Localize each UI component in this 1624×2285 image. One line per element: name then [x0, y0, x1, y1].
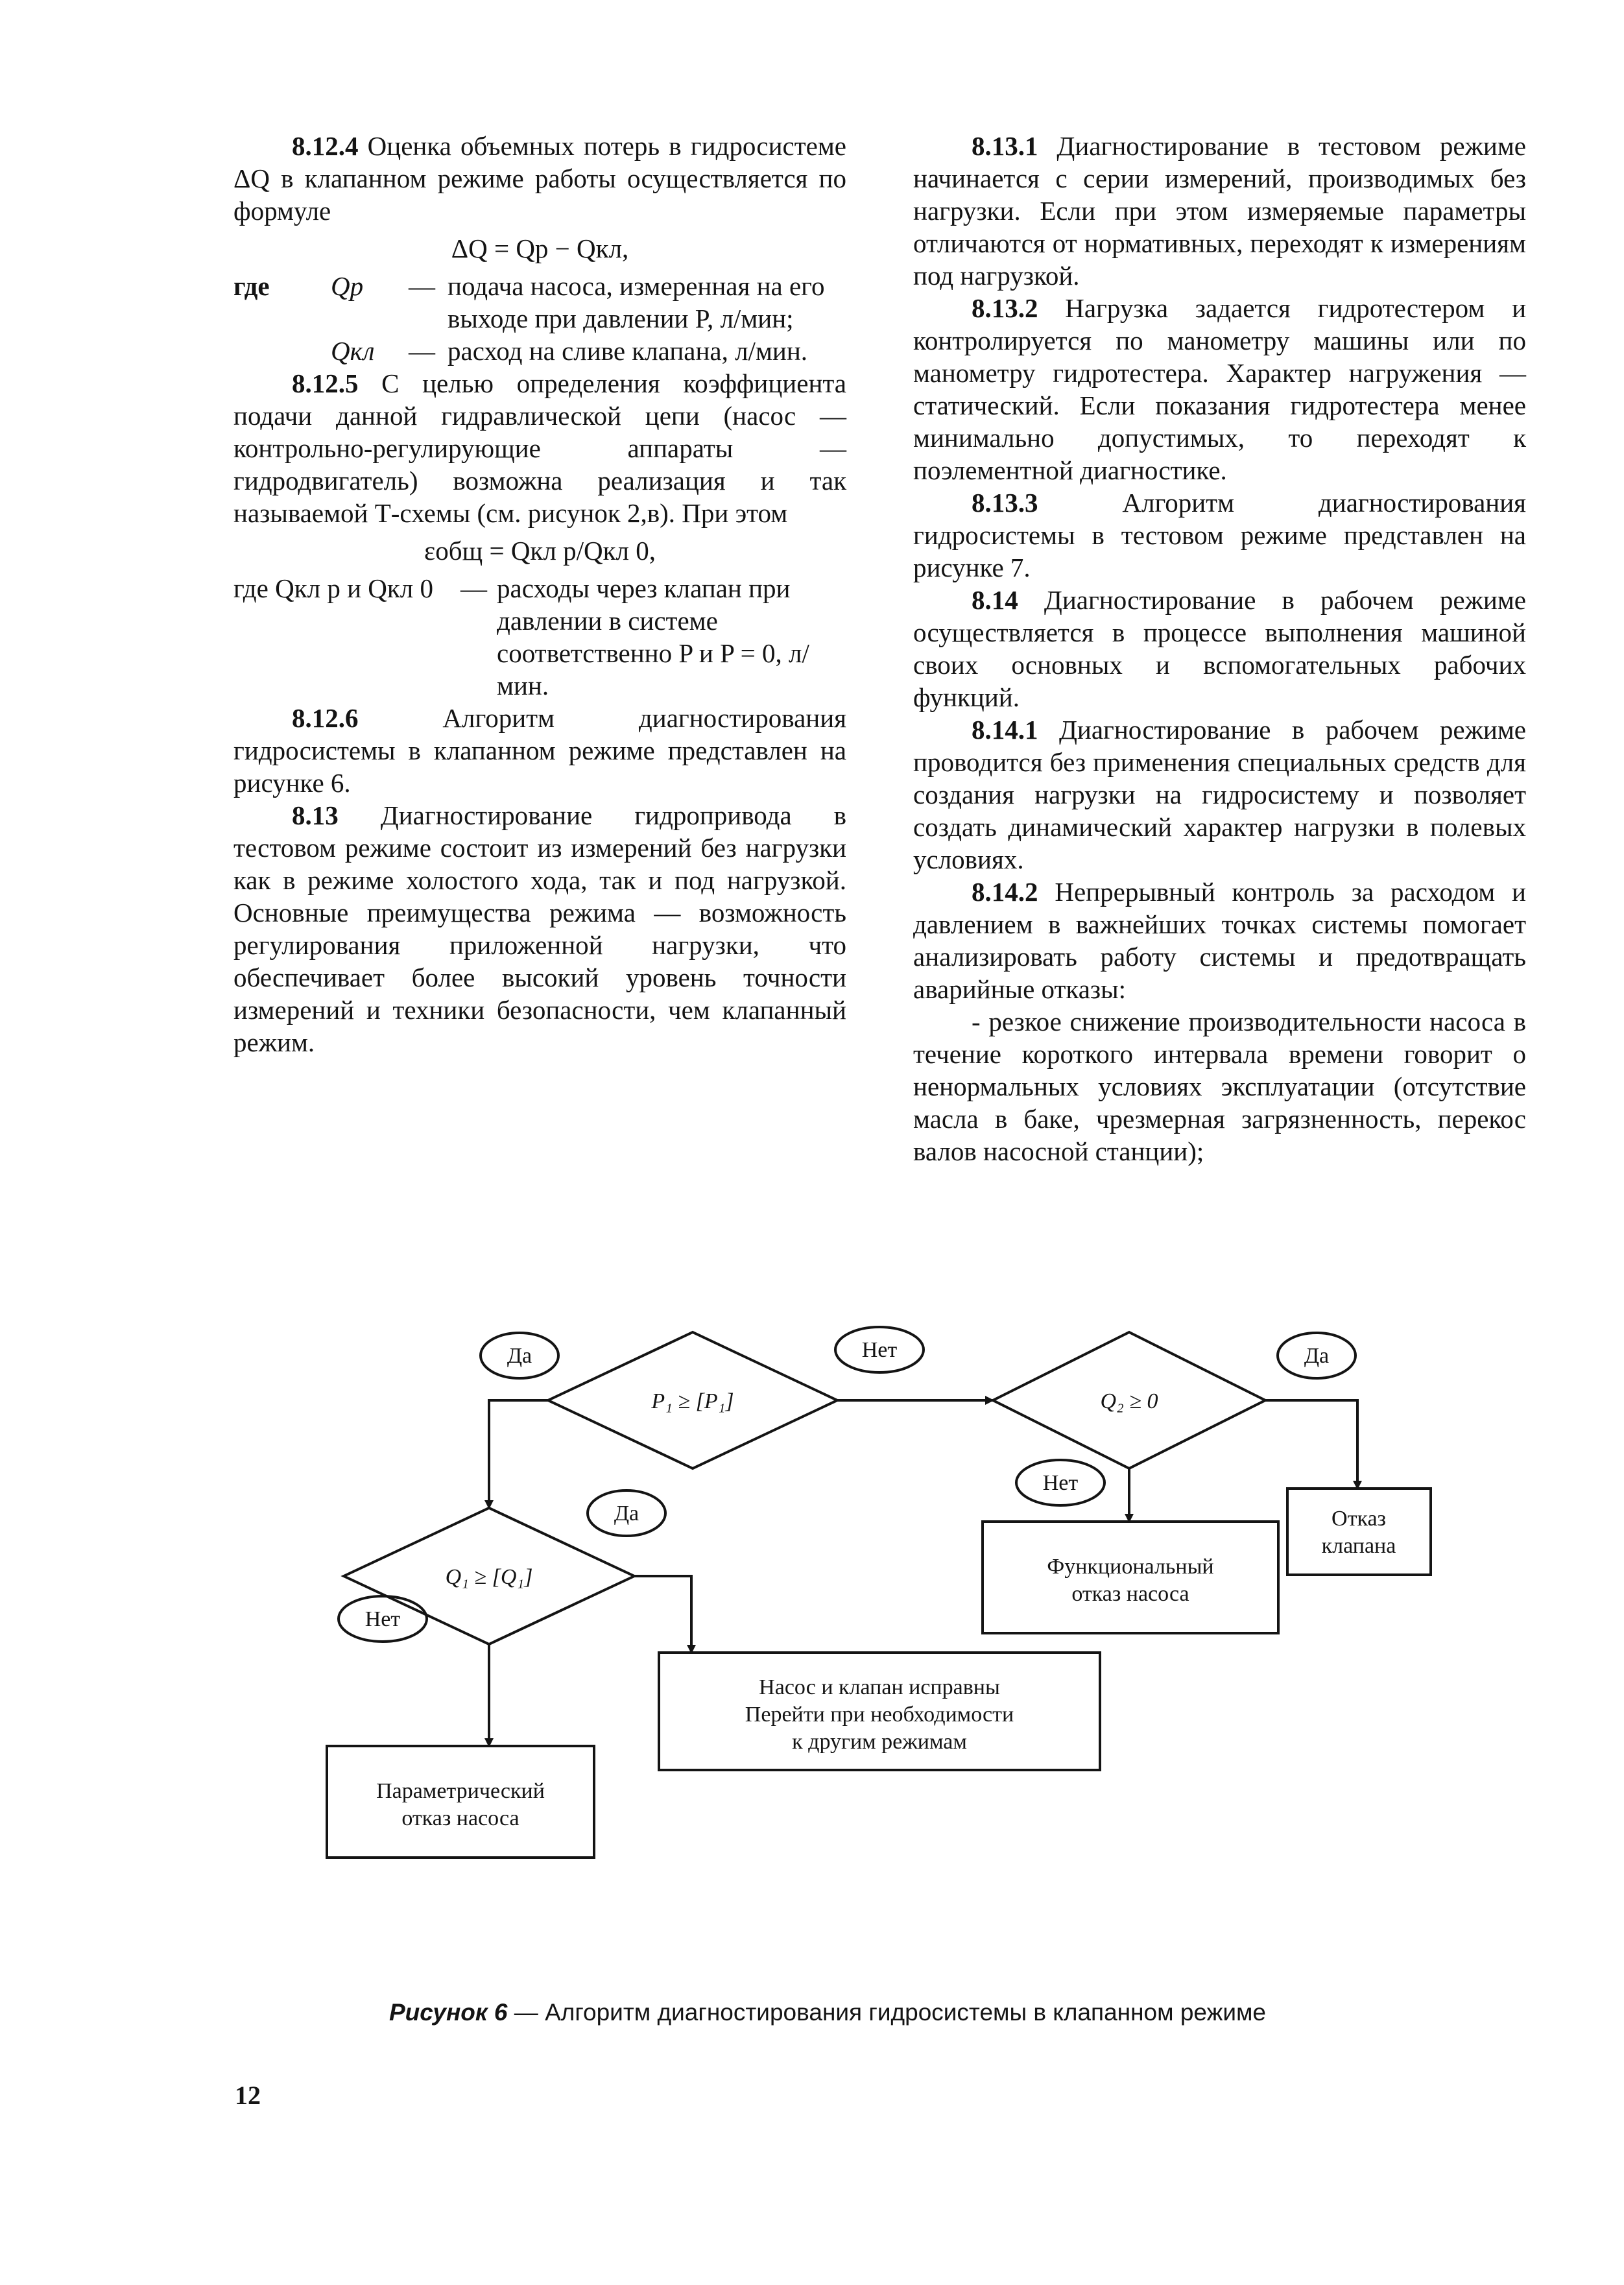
oval-no-2-label: Нет	[1042, 1471, 1079, 1495]
oval-no-1-label: Нет	[861, 1338, 898, 1362]
paragraph-8-12-6: 8.12.6 Алгоритм диагностирования гидросистемы в клапанном режиме представлен на рисунке 6.	[233, 703, 847, 798]
bullet-pump-drop: - резкое снижение производительности насоса в течение короткого интервала времени говорит о ненормальных условиях эксплуатации (отсутствие масла в баке, чрезмерная загрязненность, перекос валов насосной станции);	[913, 1007, 1526, 1166]
oval-yes-3-label: Да	[614, 1501, 639, 1525]
arrow-d2-yes	[1265, 1400, 1357, 1489]
definition-list: где Qр — подача насоса, измеренная на его выходе при давлении P, л/мин; Qкл — расход на сливе клапана, л/мин.	[233, 271, 825, 366]
paragraph-8-14: 8.14 Диагностирование в рабочем режиме осуществляется в процессе выполнения машиной своих основных и вспомогательных рабочих функций.	[913, 585, 1526, 712]
box-func-line2: отказ насоса	[1071, 1582, 1189, 1606]
oval-yes-1-label: Да	[507, 1344, 532, 1368]
oval-no-3-label: Нет	[364, 1607, 401, 1631]
formula-delta-q: ΔQ = Qр − Qкл,	[451, 233, 629, 263]
paragraph-8-14-1: 8.14.1 Диагностирование в рабочем режиме проводится без применения специальных средств для создания нагрузки на гидросистему и позволяет создать динамический характер нагрузки в полевых условиях.	[913, 715, 1526, 874]
paragraph-8-13: 8.13 Диагностирование гидропривода в тестовом режиме состоит из измерений без нагрузки как в режиме холостого хода, так и под нагрузкой. Основные преимущества режима — возможность регулирования приложенной нагрузки, что обеспечивает более высокий уровень точности измерений и техники безопасности, чем клапанный режим.	[233, 800, 846, 1057]
arrow-d1-yes	[489, 1400, 548, 1508]
paragraph-8-14-2: 8.14.2 Непрерывный контроль за расходом и давлением в важнейших точках системы помогает анализировать работу системы и предотвращать аварийные отказы:	[913, 877, 1526, 1004]
formula-epsilon: εобщ = Qкл р/Qкл 0,	[424, 536, 656, 566]
decision-p1-label: P₁ ≥ [P₁]	[651, 1389, 734, 1413]
paragraph-8-13-1: 8.13.1 Диагностирование в тестовом режиме начинается с серии измерений, производимых без нагрузки. Если при этом измеряемые параметры отличаются от нормативных, переходят к измерениям под нагрузкой.	[913, 131, 1527, 291]
oval-yes-2-label: Да	[1304, 1344, 1330, 1368]
decision-q2-label: Q₂ ≥ 0	[1100, 1389, 1158, 1413]
box-ok-line2: Перейти при необходимости	[745, 1703, 1014, 1727]
box-ok-line1: Насос и клапан исправны	[759, 1675, 1000, 1699]
figure-caption: Рисунок 6 — Алгоритм диагностирования гидросистемы в клапанном режиме	[389, 1999, 1267, 2026]
box-ok-line3: к другим режимам	[792, 1730, 967, 1754]
paragraph-8-13-2: 8.13.2 Нагрузка задается гидротестером и контролируется по манометру машины или по манометру гидротестера. Характер нагружения — статический. Если показания гидротестера менее минимально допустимых, то переходят к поэлементной диагностике.	[913, 293, 1527, 485]
paragraph-8-12-4: 8.12.4 Оценка объемных потерь в гидросистеме ΔQ в клапанном режиме работы осуществляется по формуле	[233, 131, 846, 226]
box-func-line1: Функциональный	[1047, 1555, 1214, 1579]
box-valve-line2: клапана	[1321, 1534, 1396, 1558]
definition-flows: где Qкл р и Qкл 0 — расходы через клапан при давлении в системе соответственно P и P = 0, л/мин.	[233, 573, 809, 700]
box-param-line1: Параметрический	[376, 1779, 545, 1803]
decision-q1-label: Q₁ ≥ [Q₁]	[445, 1565, 533, 1589]
box-valve-failure	[1287, 1489, 1431, 1575]
paragraph-8-13-3: 8.13.3 Алгоритм диагностирования гидросистемы в тестовом режиме представлен на рисунке 7.	[913, 488, 1527, 582]
arrow-d3-yes	[634, 1576, 691, 1653]
box-param-line2: отказ насоса	[401, 1806, 519, 1830]
page-number: 12	[235, 2081, 261, 2110]
paragraph-8-12-5: 8.12.5 С целью определения коэффициента подачи данной гидравлической цепи (насос — контрольно-регулирующие аппараты — гидродвигатель) возможна реализация и так называемой Т-схемы (см. рисунок 2,в). При этом	[233, 368, 846, 528]
box-valve-line1: Отказ	[1331, 1507, 1386, 1531]
